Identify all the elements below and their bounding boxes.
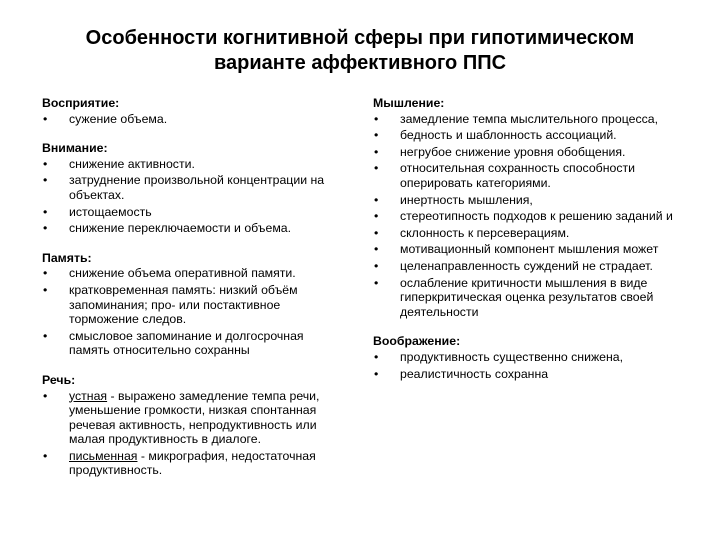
bullet-list: [42, 157, 342, 236]
list-item: • истощаемость: [42, 205, 342, 220]
speech-written-term: письменная: [69, 448, 138, 463]
list-item: • снижение объема оперативной памяти.: [42, 266, 342, 281]
list-item: • стереотипность подходов к решению заданий и: [373, 209, 673, 224]
section-perception: [42, 96, 342, 126]
list-item: • целенаправленность суждений не страдает.: [373, 259, 673, 274]
title-line-2: варианте аффективного ППС: [213, 52, 507, 74]
section-attention: [42, 141, 342, 236]
bullet-list: [373, 112, 673, 320]
list-item: • снижение переключаемости и объема.: [42, 221, 342, 236]
bullet-list: [42, 266, 342, 358]
list-item: • затруднение произвольной концентрации на объектах.: [42, 173, 342, 202]
speech-oral-term: устная: [69, 388, 108, 403]
right-column: [373, 96, 673, 396]
left-column: [42, 96, 342, 493]
list-item: • мотивационный компонент мышления может: [373, 242, 673, 257]
list-item: • продуктивность существенно снижена,: [373, 350, 673, 365]
list-item: • снижение активности.: [42, 157, 342, 172]
list-item: [42, 449, 342, 478]
bullet-list: [42, 389, 342, 479]
bullet-list: [42, 112, 342, 127]
section-thinking: [373, 96, 673, 319]
list-item: • смысловое запоминание и долгосрочная память относительно сохранны: [42, 329, 342, 358]
section-heading: Речь:: [42, 372, 76, 387]
bullet-list: [373, 350, 673, 381]
list-item: • замедление темпа мыслительного процесса,: [373, 112, 673, 127]
section-heading: Восприятие:: [42, 96, 120, 110]
list-item: • относительная сохранность способности оперировать категориями.: [373, 161, 673, 190]
list-item: • кратковременная память: низкий объём запоминания; про- или постактивное торможение следов.: [42, 283, 342, 327]
section-heading: Память:: [42, 250, 92, 265]
list-item: • склонность к персеверациям.: [373, 226, 673, 241]
section-imagination: [373, 334, 673, 381]
list-item: • сужение объема.: [42, 112, 342, 127]
section-heading: Мышление:: [373, 96, 445, 110]
section-speech: [42, 373, 342, 478]
list-item: • ослабление критичности мышления в виде гиперкритическая оценка результатов своей деятельности: [373, 276, 673, 320]
section-heading: Воображение:: [373, 334, 461, 349]
speech-written-text: - микрография, недостаточная продуктивность.: [69, 448, 316, 478]
title-line-1: Особенности когнитивной сферы при гипотимическом: [85, 27, 635, 49]
list-item: [42, 389, 342, 447]
slide-title: [40, 26, 680, 76]
speech-oral-text: - выражено замедление темпа речи, уменьшение громкости, низкая спонтанная речевая активность, непродуктивность или малая продуктивность в диалоге.: [69, 388, 320, 447]
list-item: • негрубое снижение уровня обобщения.: [373, 145, 673, 160]
list-item: • инертность мышления,: [373, 193, 673, 208]
list-item: • бедность и шаблонность ассоциаций.: [373, 128, 673, 143]
list-item: • реалистичность сохранна: [373, 367, 673, 382]
section-heading: Внимание:: [42, 141, 108, 156]
section-memory: [42, 251, 342, 358]
